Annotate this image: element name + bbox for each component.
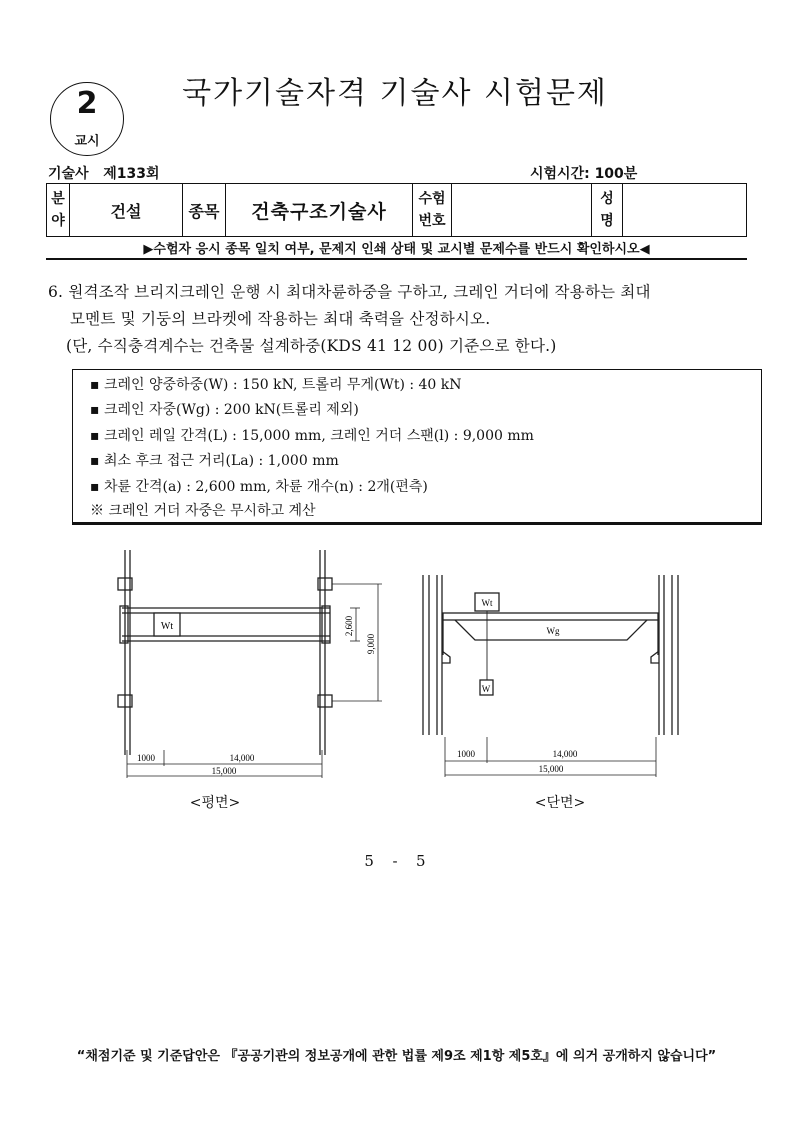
notice-text: ▶수험자 응시 종목 일치 여부, 문제지 인쇄 상태 및 교시별 문제수를 반드시 확인하시오◀ [143, 242, 650, 257]
name-field[interactable] [623, 184, 747, 237]
section-dim-15000: 15,000 [538, 764, 564, 774]
condition-note: ※ 크레인 거더 자중은 무시하고 계산 [90, 503, 316, 519]
condition-item: ▪ 크레인 양중하중(W) : 150 kN, 트롤리 무게(Wt) : 40 kN [90, 377, 462, 393]
section-drawing [415, 565, 695, 790]
section-trolley-label: Wt [481, 598, 493, 608]
plan-dim-15000: 15,000 [211, 766, 237, 776]
session-number: 2 [76, 86, 98, 121]
header-divider [46, 258, 747, 260]
field-value: 건설 [70, 184, 183, 237]
section-dim-14000: 14,000 [552, 749, 578, 759]
condition-item: ▪ 차륜 간격(a) : 2,600 mm, 차륜 개수(n) : 2개(편측) [90, 479, 428, 495]
section-caption: <단면> [534, 795, 586, 811]
conditions-box-underline [72, 523, 762, 525]
category-value: 건축구조기술사 [226, 184, 413, 237]
question-line-2: 모멘트 및 기둥의 브라켓에 작용하는 최대 축력을 산정하시오. [70, 310, 491, 328]
footer-disclaimer: “채점기준 및 기준답안은 『공공기관의 정보공개에 관한 법률 제9조 제1항 제5호』에 의거 공개하지 않습니다” [76, 1049, 717, 1064]
condition-item: ▪ 크레인 자중(Wg) : 200 kN(트롤리 제외) [90, 402, 359, 418]
name-label: 성 명 [592, 184, 623, 237]
question-line-1: 6. 원격조작 브리지크레인 운행 시 최대차륜하중을 구하고, 크레인 거더에 작용하는 최대 [48, 283, 651, 301]
exam-info-table [46, 183, 747, 237]
exam-time: 시험시간: 100분 [530, 166, 638, 182]
section-dim-1000: 1000 [457, 749, 475, 759]
session-label: 교시 [74, 134, 100, 149]
category-label: 종목 [183, 184, 226, 237]
plan-dim-9000: 9,000 [366, 633, 376, 655]
plan-drawing [100, 540, 400, 790]
plan-caption: <평면> [189, 795, 241, 811]
section-figure [415, 565, 695, 790]
section-load-label: W [481, 684, 491, 694]
plan-trolley-label: Wt [160, 621, 174, 632]
page-title: 국가기술자격 기술사 시험문제 [182, 76, 608, 111]
plan-dim-14000: 14,000 [229, 753, 255, 763]
exam-round: 기술사 제133회 [48, 166, 160, 182]
question-line-3: (단, 수직충격계수는 건축물 설계하중(KDS 41 12 00) 기준으로 한다.) [66, 337, 557, 355]
exam-no-field[interactable] [452, 184, 592, 237]
condition-item: ▪ 크레인 레일 간격(L) : 15,000 mm, 크레인 거더 스팬(l) : 9,000 mm [90, 428, 534, 444]
plan-figure [100, 540, 400, 790]
field-label: 분 야 [47, 184, 70, 237]
exam-no-label: 수험 번호 [413, 184, 452, 237]
page-number: 5 - 5 [364, 852, 429, 870]
condition-item: ▪ 최소 후크 접근 거리(La) : 1,000 mm [90, 453, 339, 469]
section-girder-label: Wg [546, 626, 560, 636]
plan-dim-2600: 2,600 [344, 615, 354, 637]
plan-dim-1000: 1000 [137, 753, 155, 763]
